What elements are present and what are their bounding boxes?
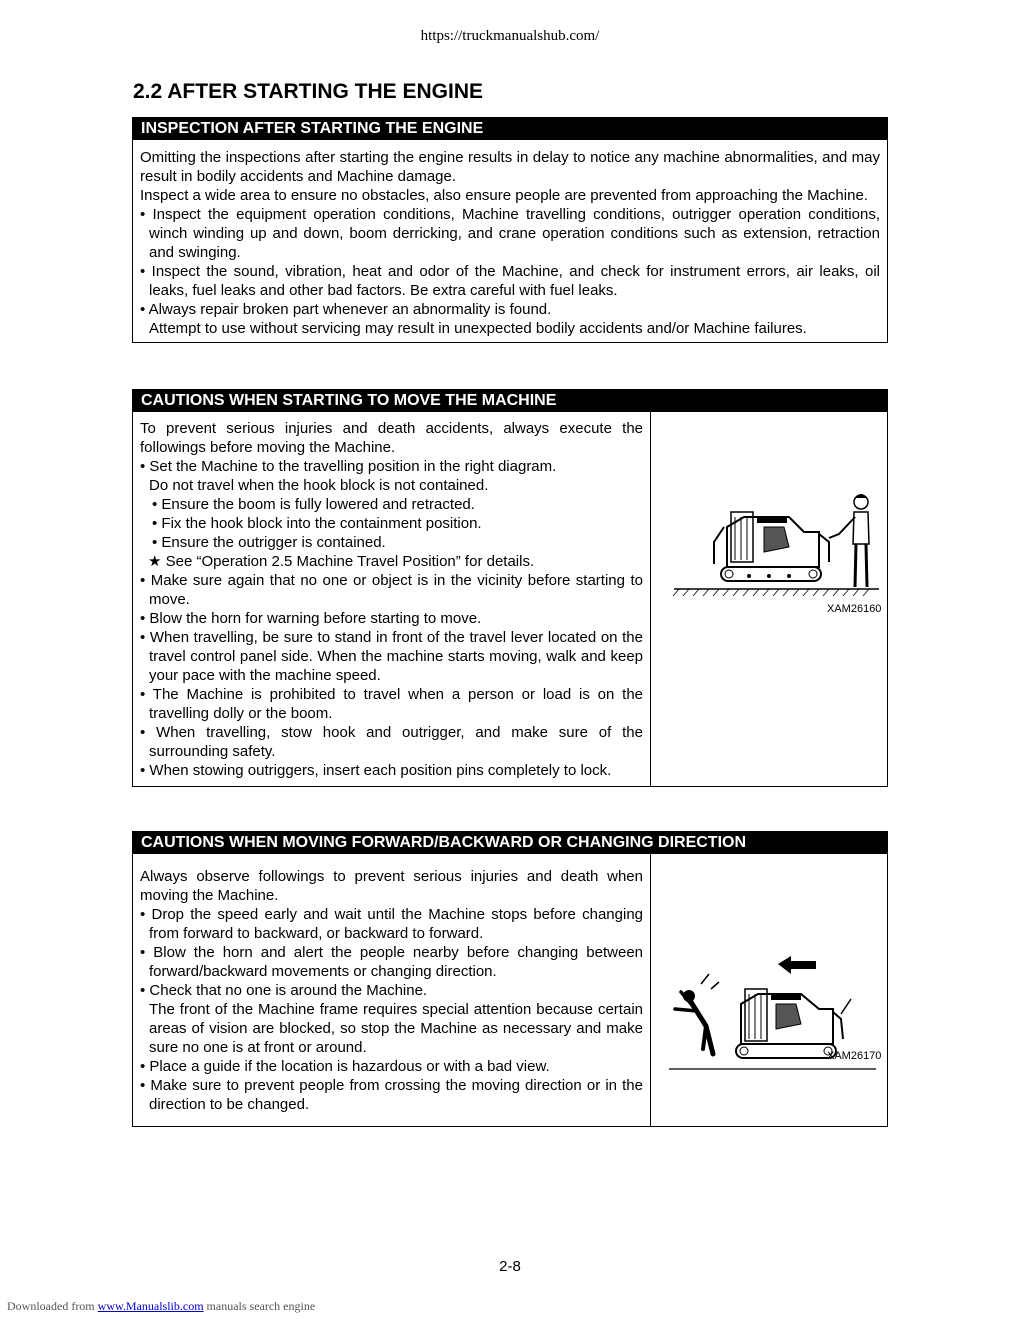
paragraph: Omitting the inspections after starting the engine results in delay to notice any machine abnormalities, and may result in bodily accidents and Machine damage. <box>140 149 880 185</box>
direction-arrow-icon <box>778 956 816 974</box>
section-heading: CAUTIONS WHEN MOVING FORWARD/BACKWARD OR CHANGING DIRECTION <box>133 832 887 854</box>
reference-note: ★ See “Operation 2.5 Machine Travel Position” for details. <box>148 553 535 570</box>
sub-bullet-item: • Fix the hook block into the containment position. <box>152 515 482 532</box>
footer-prefix: Downloaded from <box>7 1299 98 1313</box>
bullet-item: • Set the Machine to the travelling position in the right diagram. <box>140 458 557 475</box>
sub-bullet-item: • Ensure the boom is fully lowered and retracted. <box>152 496 475 513</box>
bullet-item: • When travelling, stow hook and outrigger, and make sure of the surrounding safety. <box>140 724 643 760</box>
figure-code: XAM26160 <box>827 603 882 615</box>
direction-change-figure <box>651 854 887 1126</box>
bullet-continuation: Attempt to use without servicing may result in unexpected bodily accidents and/or Machine failures. <box>149 320 807 337</box>
paragraph: To prevent serious injuries and death accidents, always execute the followings before moving the Machine. <box>140 420 643 456</box>
header-url: https://truckmanualshub.com/ <box>420 28 600 44</box>
bullet-item: • Place a guide if the location is hazardous or with a bad view. <box>140 1058 550 1075</box>
section-heading: CAUTIONS WHEN STARTING TO MOVE THE MACHINE <box>133 390 887 412</box>
bullet-item: • Inspect the sound, vibration, heat and odor of the Machine, and check for instrument errors, air leaks, oil leaks, fuel leaks and other bad factors. Be extra careful with fuel leaks. <box>140 263 880 299</box>
sub-bullet-item: • Ensure the outrigger is contained. <box>152 534 386 551</box>
manualslib-link[interactable]: www.Manualslib.com <box>97 1299 204 1313</box>
bullet-item: • The Machine is prohibited to travel when a person or load is on the travelling dolly or the boom. <box>140 686 643 722</box>
starting-to-move-section <box>132 389 888 787</box>
bullet-item: • Check that no one is around the Machine. <box>140 982 428 999</box>
bullet-item: • Drop the speed early and wait until the Machine stops before changing from forward to backward, or backward to forward. <box>140 906 643 942</box>
footer-suffix: manuals search engine <box>203 1299 316 1313</box>
bullet-item: • When travelling, be sure to stand in front of the travel lever located on the travel control panel side. When the machine starts moving, walk and keep your pace with the machine speed. <box>140 629 643 684</box>
bullet-item: • Make sure again that no one or object is in the vicinity before starting to move. <box>140 572 643 608</box>
travel-position-figure <box>651 412 887 786</box>
inspection-section <box>132 117 888 343</box>
bullet-item: • Inspect the equipment operation conditions, Machine travelling conditions, outrigger operation conditions, winch winding up and down, boom derricking, and crane operation conditions such as extension, retraction and swinging. <box>140 206 880 261</box>
page-title: 2.2 AFTER STARTING THE ENGINE <box>133 80 484 103</box>
bullet-item: • When stowing outriggers, insert each position pins completely to lock. <box>140 762 612 779</box>
machine-reverse-illustration <box>661 914 906 1114</box>
section-heading: INSPECTION AFTER STARTING THE ENGINE <box>133 118 887 140</box>
figure-code: XAM26170 <box>827 1050 882 1062</box>
machine-travel-illustration <box>669 472 914 672</box>
bullet-item: • Always repair broken part whenever an abnormality is found. <box>140 301 552 318</box>
bullet-item: • Blow the horn for warning before starting to move. <box>140 610 482 627</box>
bullet-continuation: Do not travel when the hook block is not contained. <box>149 477 489 494</box>
footer <box>7 1299 315 1314</box>
paragraph: Always observe followings to prevent serious injuries and death when moving the Machine. <box>140 868 643 904</box>
page-number: 2-8 <box>499 1258 521 1275</box>
paragraph: Inspect a wide area to ensure no obstacles, also ensure people are prevented from approaching the Machine. <box>140 187 868 204</box>
bullet-item: • Make sure to prevent people from crossing the moving direction or in the direction to be changed. <box>140 1077 643 1113</box>
bullet-item: • Blow the horn and alert the people nearby before changing between forward/backward movements or changing direction. <box>140 944 643 980</box>
direction-change-section <box>132 831 888 1127</box>
bullet-continuation: The front of the Machine frame requires special attention because certain areas of vision are blocked, so stop the Machine as necessary and make sure no one is at front or around. <box>149 1001 643 1056</box>
